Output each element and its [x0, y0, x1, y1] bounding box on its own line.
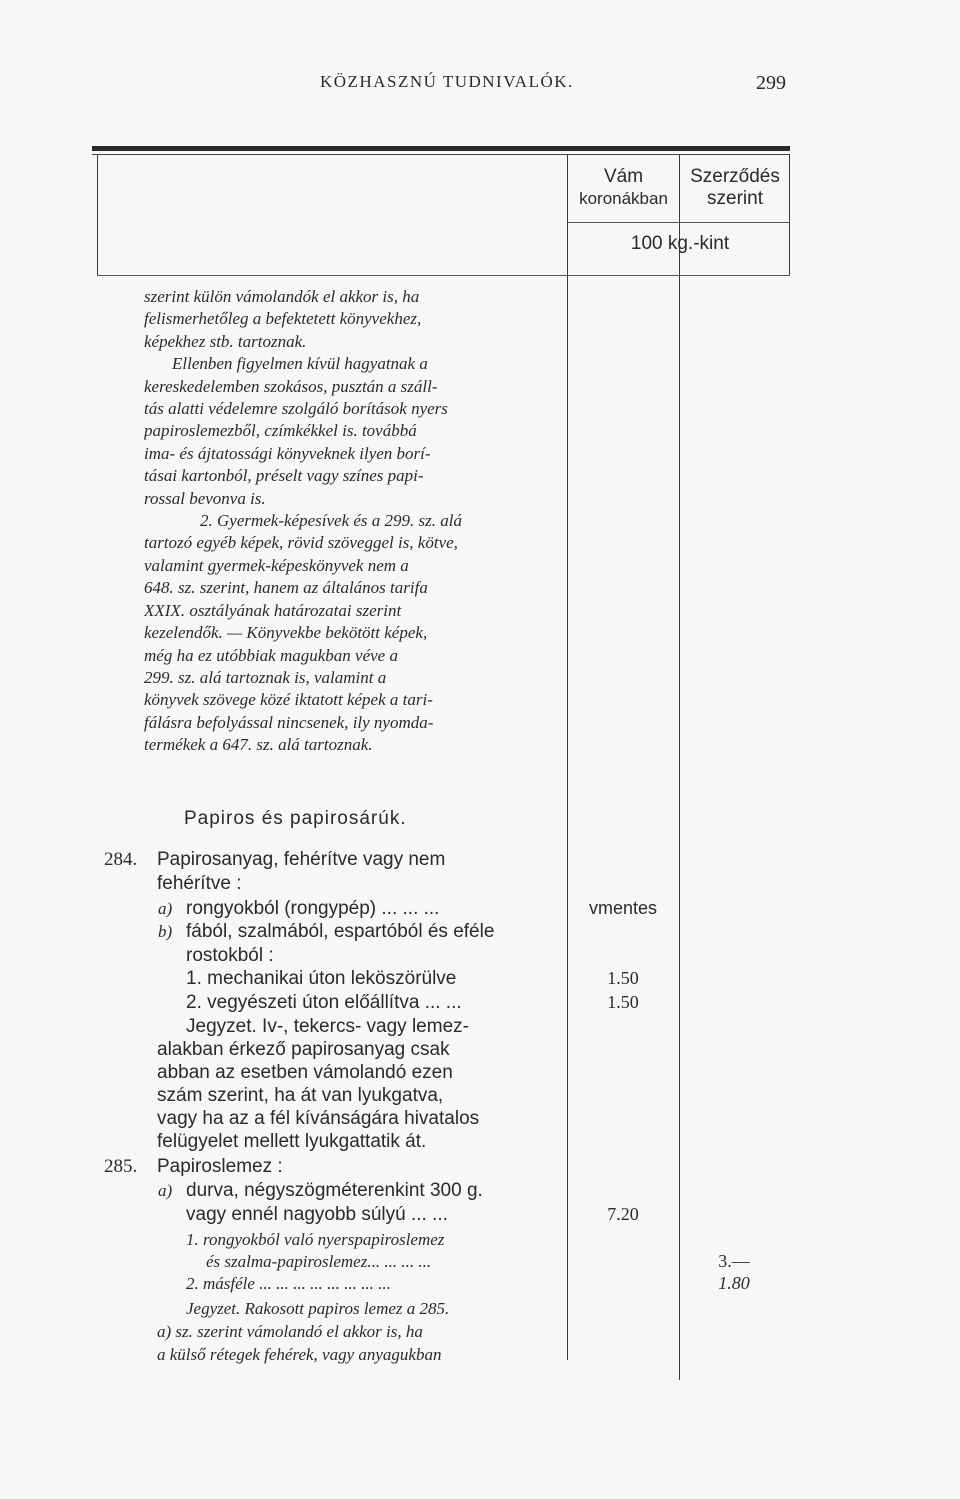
- entry-285-2: 2. másféle ... ... ... ... ... ... ... ...: [186, 1274, 391, 1293]
- paragraph-line: tartozó egyéb képek, rövid szöveggel is, kötve,: [144, 533, 458, 553]
- paragraph-line: valamint gyermek-képeskönyvek nem a: [144, 555, 409, 575]
- top-rule-thin: [92, 154, 790, 155]
- note-line: a külső rétegek fehérek, vagy anyagukban: [157, 1345, 442, 1364]
- entry-284-line2: fehérítve :: [157, 873, 242, 894]
- entry-284-b1: 1. mechanikai úton leköszörülve: [186, 968, 457, 989]
- paragraph-line: tásai kartonból, préselt vagy színes papi-: [144, 466, 424, 486]
- top-rule: [92, 146, 790, 151]
- entry-284-b: fából, szalmából, espartóból és eféle: [186, 921, 495, 942]
- section-title: Papiros és papirosárúk.: [184, 808, 407, 829]
- entry-284-b1-duty: 1.50: [607, 968, 639, 988]
- paragraph-line: 299. sz. alá tartoznak is, valamint a: [144, 667, 387, 687]
- paragraph-line: kereskedelemben szokásos, pusztán a száll-: [144, 376, 438, 396]
- paragraph-line: kezelendők. — Könyvekbe bekötött képek,: [144, 623, 428, 643]
- entry-284-a-duty: vmentes: [588, 898, 658, 918]
- entry-284-b-mark: b): [158, 922, 173, 941]
- note-line: vagy ha az a fél kívánságára hivatalos: [157, 1108, 480, 1129]
- paragraph-line: 648. sz. szerint, hanem az általános tarifa: [144, 578, 428, 598]
- entry-284-b2: 2. vegyészeti úton előállítva ... ...: [186, 992, 462, 1013]
- note-line: alakban érkező papirosanyag csak: [157, 1039, 450, 1060]
- entry-284-a: rongyokból (rongypép) ... ... ...: [186, 898, 440, 919]
- column-divider-2: [679, 155, 680, 1380]
- unit-header: 100 kg.-kint: [630, 233, 730, 254]
- column-header-duty: [568, 166, 679, 210]
- entry-number-284: 284.: [104, 849, 138, 870]
- paragraph-line: rossal bevonva is.: [144, 488, 266, 508]
- paragraph-line: képekhez stb. tartoznak.: [144, 331, 307, 351]
- paragraph-line: még ha ez utóbbiak magukban véve a: [144, 645, 398, 665]
- entry-285-a-cont: vagy ennél nagyobb súlyú ... ...: [186, 1204, 448, 1225]
- entry-285-a-mark: a): [158, 1181, 173, 1200]
- header-underline: [568, 222, 790, 223]
- note-line: abban az esetben vámolandó ezen: [157, 1062, 453, 1083]
- header-bottom-line: [97, 275, 790, 276]
- entry-285-1-treaty: 3.—: [718, 1251, 750, 1271]
- entry-number-285: 285.: [104, 1156, 138, 1177]
- column-header-duty-line2: koronákban: [579, 189, 668, 208]
- entry-285-a-duty: 7.20: [607, 1204, 639, 1224]
- note-line: Jegyzet. Rakosott papiros lemez a 285.: [186, 1299, 450, 1318]
- note-line: szám szerint, ha át van lyukgatva,: [157, 1085, 444, 1106]
- paragraph-line: ima- és ájtatossági könyveknek ilyen borí-: [144, 443, 431, 463]
- entry-285-1: 1. rongyokból való nyerspapiroslemez: [186, 1230, 445, 1249]
- entry-285-line1: Papiroslemez :: [157, 1156, 283, 1177]
- header-title: KÖZHASZNÚ TUDNIVALÓK.: [320, 72, 574, 91]
- entry-285-a: durva, négyszögméterenkint 300 g.: [186, 1180, 483, 1201]
- entry-284-line1: Papirosanyag, fehérítve vagy nem: [157, 849, 446, 870]
- table-left-border: [97, 155, 98, 275]
- paragraph-line: könyvek szövege közé iktatott képek a tari-: [144, 690, 433, 710]
- entry-284-a-mark: a): [158, 899, 173, 918]
- entry-284-b2-duty: 1.50: [607, 992, 639, 1012]
- paragraph-line: szerint külön vámolandók el akkor is, ha: [144, 287, 420, 306]
- paragraph-line: XXIX. osztályának határozatai szerint: [144, 600, 402, 620]
- paragraph-line: 2. Gyermek-képesívek és a 299. sz. alá: [200, 511, 462, 531]
- entry-284-b-cont: rostokból :: [186, 945, 274, 966]
- column-header-treaty: [680, 166, 790, 210]
- column-header-treaty-line1: Szerződés: [690, 166, 780, 187]
- italic-paragraph: [144, 286, 556, 757]
- page-number: 299: [756, 72, 786, 94]
- note-line: Jegyzet. Iv-, tekercs- vagy lemez-: [186, 1016, 469, 1037]
- paragraph-line: tás alatti védelemre szolgáló borítások nyers: [144, 399, 448, 419]
- paragraph-line: Ellenben figyelmen kívül hagyatnak a: [172, 354, 428, 374]
- note-line: felügyelet mellett lyukgattatik át.: [157, 1131, 427, 1152]
- paragraph-line: felismerhetőleg a befektetett könyvekhez,: [144, 309, 422, 329]
- column-header-duty-line1: Vám: [603, 166, 644, 187]
- column-divider-1: [567, 155, 568, 1360]
- paragraph-line: termékek a 647. sz. alá tartoznak.: [144, 735, 373, 755]
- note-line: a) sz. szerint vámolandó el akkor is, ha: [157, 1322, 423, 1341]
- column-header-treaty-line2: szerint: [707, 188, 763, 209]
- entry-285-1-cont: és szalma-papiroslemez... ... ... ...: [206, 1252, 432, 1271]
- paragraph-line: papiroslemezből, czímkékkel is. továbbá: [144, 421, 417, 441]
- paragraph-line: fálásra befolyással nincsenek, ily nyomda-: [144, 712, 434, 732]
- entry-285-2-treaty: 1.80: [718, 1273, 750, 1293]
